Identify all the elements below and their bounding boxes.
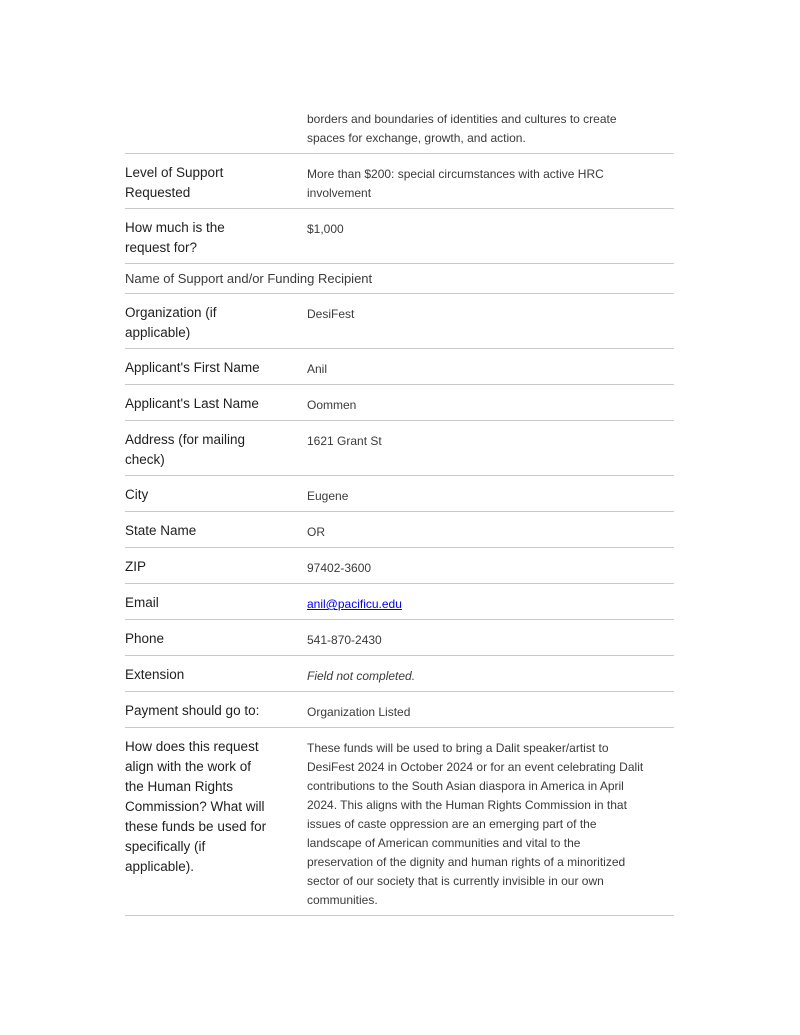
field-label: State Name bbox=[125, 523, 197, 538]
field-value: Organization Listed bbox=[307, 705, 411, 719]
table-row bbox=[125, 209, 674, 264]
field-value: These funds will be used to bring a Dalit speaker/artist to DesiFest 2024 in October 2024 or for an event celebrating Dalit contributions to the South Asian diaspora in America in April 2024. This aligns with the Human Rights Commission in that issues of caste oppression are an emerging part of the landscape of American communities and vital to the preservation of the dignity and human rights of a minoritized sector of our society that is currently invisible in our own communities. bbox=[307, 741, 644, 907]
email-link[interactable]: anil@pacificu.edu bbox=[307, 597, 402, 611]
table-row bbox=[125, 728, 674, 916]
field-label: Applicant's First Name bbox=[125, 360, 260, 375]
table-row bbox=[125, 349, 674, 385]
table-row bbox=[125, 294, 674, 349]
field-label: Level of Support Requested bbox=[125, 165, 224, 200]
field-label: How does this request align with the work of the Human Rights Commission? What will these funds be used for specifically (if applicable). bbox=[125, 739, 267, 874]
table-row bbox=[125, 476, 674, 512]
table-row bbox=[125, 692, 674, 728]
field-value: Oommen bbox=[307, 398, 357, 412]
table-row bbox=[125, 421, 674, 476]
field-label: Address (for mailing check) bbox=[125, 432, 246, 467]
table-row bbox=[125, 264, 674, 294]
field-label: Organization (if applicable) bbox=[125, 305, 217, 340]
field-label: Email bbox=[125, 595, 159, 610]
field-value: borders and boundaries of identities and cultures to create spaces for exchange, growth, and action. bbox=[307, 112, 617, 145]
table-row bbox=[125, 154, 674, 209]
field-value: 541-870-2430 bbox=[307, 633, 382, 647]
table-row bbox=[125, 584, 674, 620]
field-value: Anil bbox=[307, 362, 328, 376]
field-value: DesiFest bbox=[307, 307, 355, 321]
field-value: 97402-3600 bbox=[307, 561, 372, 575]
field-label: Extension bbox=[125, 667, 185, 682]
table-row bbox=[125, 385, 674, 421]
table-row bbox=[125, 656, 674, 692]
field-value bbox=[307, 593, 674, 614]
field-value: More than $200: special circumstances with active HRC involvement bbox=[307, 167, 604, 200]
field-value: Field not completed. bbox=[307, 669, 416, 683]
field-label: Phone bbox=[125, 631, 165, 646]
field-label: Applicant's Last Name bbox=[125, 396, 259, 411]
table-row bbox=[125, 620, 674, 656]
section-header: Name of Support and/or Funding Recipient bbox=[125, 271, 373, 286]
field-label: How much is the request for? bbox=[125, 220, 225, 255]
field-value: OR bbox=[307, 525, 325, 539]
field-value: Eugene bbox=[307, 489, 349, 503]
table-row bbox=[125, 108, 674, 154]
field-label: Payment should go to: bbox=[125, 703, 260, 718]
form-response-table bbox=[125, 108, 674, 916]
table-row bbox=[125, 512, 674, 548]
field-value: 1621 Grant St bbox=[307, 434, 382, 448]
field-label: ZIP bbox=[125, 559, 147, 574]
field-label: City bbox=[125, 487, 149, 502]
field-value: $1,000 bbox=[307, 222, 344, 236]
table-row bbox=[125, 548, 674, 584]
